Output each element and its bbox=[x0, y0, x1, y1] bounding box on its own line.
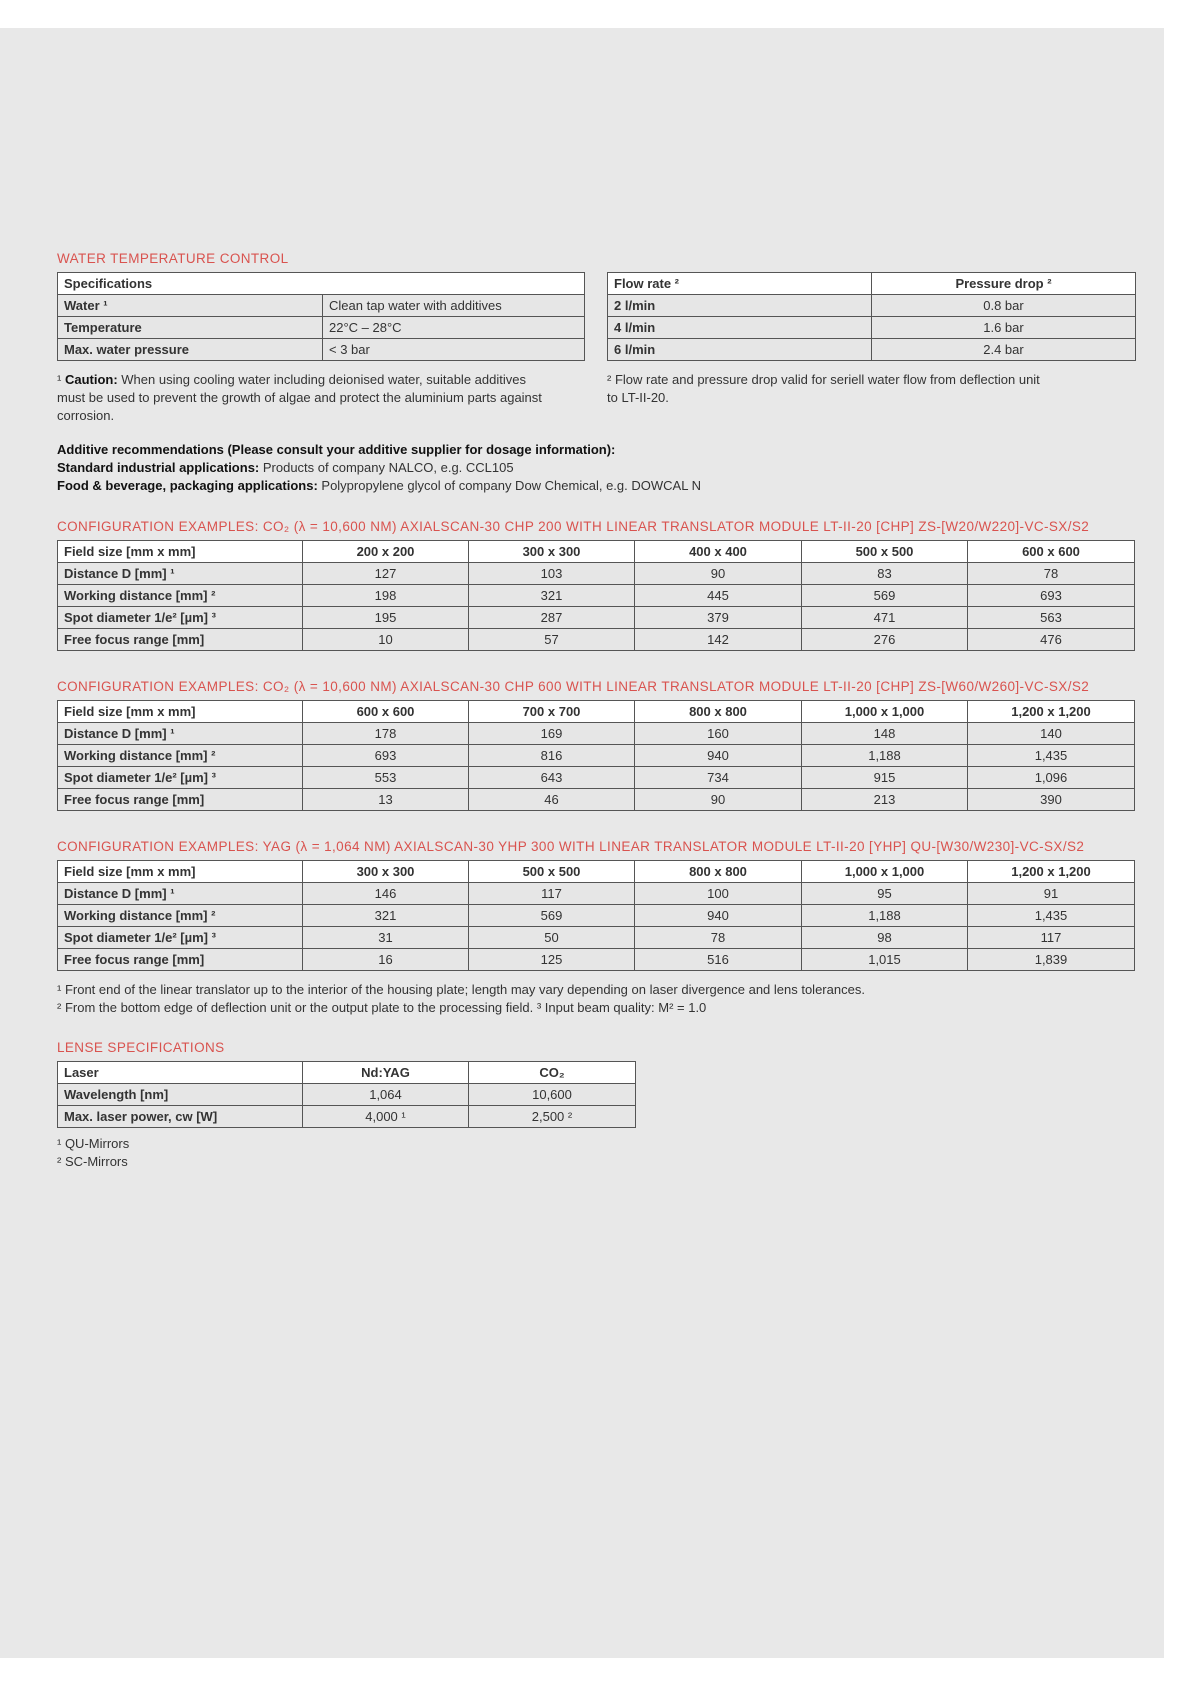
cell-value: 321 bbox=[469, 585, 635, 607]
column-header: 500 x 500 bbox=[802, 541, 968, 563]
cell-value: 13 bbox=[303, 789, 469, 811]
cell-value: 50 bbox=[469, 927, 635, 949]
cell-value: 91 bbox=[968, 883, 1135, 905]
cell-value: 16 bbox=[303, 949, 469, 971]
footnote-marker: ¹ bbox=[57, 372, 65, 387]
column-header: 800 x 800 bbox=[635, 861, 802, 883]
cell-value: 1,435 bbox=[968, 905, 1135, 927]
cell-value: 31 bbox=[303, 927, 469, 949]
cell-value: 390 bbox=[968, 789, 1135, 811]
config-title-2: CONFIGURATION EXAMPLES: CO₂ (λ = 10,600 NM) AXIALSCAN-30 CHP 600 WITH LINEAR TRANSLATOR MODULE LT-II-20 [CHP] ZS-[W60/W260]-VC-SX/S2 bbox=[57, 679, 1090, 694]
cell-value: 95 bbox=[802, 883, 968, 905]
cell-value: 117 bbox=[968, 927, 1135, 949]
column-header: 500 x 500 bbox=[469, 861, 635, 883]
table-row bbox=[58, 317, 585, 339]
column-header: 600 x 600 bbox=[968, 541, 1135, 563]
table-row bbox=[58, 339, 585, 361]
caution-text: must be used to prevent the growth of algae and protect the aluminium parts against bbox=[57, 390, 542, 405]
pressure-drop-header: Pressure drop ² bbox=[872, 273, 1136, 295]
lense-section-title: LENSE SPECIFICATIONS bbox=[57, 1040, 225, 1055]
cell-value: 142 bbox=[635, 629, 802, 651]
table-row bbox=[58, 767, 1135, 789]
row-label: Free focus range [mm] bbox=[58, 789, 303, 811]
cell-value: 569 bbox=[469, 905, 635, 927]
cell-value: 4,000 ¹ bbox=[303, 1106, 469, 1128]
cell-value: 287 bbox=[469, 607, 635, 629]
cell-value: 1,188 bbox=[802, 905, 968, 927]
table-row bbox=[58, 905, 1135, 927]
cell-value: 57 bbox=[469, 629, 635, 651]
table-row bbox=[58, 745, 1135, 767]
column-header: CO₂ bbox=[469, 1062, 636, 1084]
additive-heading: Additive recommendations (Please consult your additive supplier for dosage information): bbox=[57, 442, 616, 457]
cell-value: 98 bbox=[802, 927, 968, 949]
cell-value: 100 bbox=[635, 883, 802, 905]
row-label: Distance D [mm] ¹ bbox=[58, 563, 303, 585]
cell-value: 1,064 bbox=[303, 1084, 469, 1106]
cell-value: 198 bbox=[303, 585, 469, 607]
cell-value: 940 bbox=[635, 905, 802, 927]
cell-value: 915 bbox=[802, 767, 968, 789]
cell-value: 178 bbox=[303, 723, 469, 745]
cell-value: 90 bbox=[635, 789, 802, 811]
table-row bbox=[58, 927, 1135, 949]
table-row bbox=[58, 949, 1135, 971]
standard-text: Products of company NALCO, e.g. CCL105 bbox=[259, 460, 514, 475]
cell-value: 46 bbox=[469, 789, 635, 811]
table-row bbox=[58, 629, 1135, 651]
cell-value: 195 bbox=[303, 607, 469, 629]
cell-value: 1,839 bbox=[968, 949, 1135, 971]
cell-value: 734 bbox=[635, 767, 802, 789]
flow-note-text: ² Flow rate and pressure drop valid for seriell water flow from deflection unit bbox=[607, 372, 1040, 387]
spec-header: Specifications bbox=[58, 273, 585, 295]
row-label: Spot diameter 1/e² [µm] ³ bbox=[58, 607, 303, 629]
additive-recommendations bbox=[57, 441, 1137, 495]
table-row bbox=[58, 607, 1135, 629]
row-label: Wavelength [nm] bbox=[58, 1084, 303, 1106]
caution-note bbox=[57, 371, 597, 425]
cell-value: 103 bbox=[469, 563, 635, 585]
cell-value: 471 bbox=[802, 607, 968, 629]
row-label: 2 l/min bbox=[608, 295, 872, 317]
cell-value: Clean tap water with additives bbox=[323, 295, 585, 317]
cell-value: 553 bbox=[303, 767, 469, 789]
cell-value: 2.4 bar bbox=[872, 339, 1136, 361]
row-label: 6 l/min bbox=[608, 339, 872, 361]
table-row bbox=[58, 1084, 636, 1106]
column-header: Laser bbox=[58, 1062, 303, 1084]
row-label: Spot diameter 1/e² [µm] ³ bbox=[58, 767, 303, 789]
table-row bbox=[58, 585, 1135, 607]
cell-value: 169 bbox=[469, 723, 635, 745]
table-row bbox=[58, 1106, 636, 1128]
row-label: Distance D [mm] ¹ bbox=[58, 723, 303, 745]
caution-label: Caution: bbox=[64, 372, 118, 387]
flow-rate-table bbox=[607, 272, 1136, 361]
config-table-1 bbox=[57, 540, 1135, 651]
row-label: Free focus range [mm] bbox=[58, 949, 303, 971]
column-header: 1,000 x 1,000 bbox=[802, 861, 968, 883]
column-header: 700 x 700 bbox=[469, 701, 635, 723]
flow-note-text: to LT-II-20. bbox=[607, 390, 669, 405]
cell-value: 78 bbox=[968, 563, 1135, 585]
flow-note bbox=[607, 371, 1147, 407]
cell-value: 476 bbox=[968, 629, 1135, 651]
water-spec-table bbox=[57, 272, 585, 361]
config-footnotes bbox=[57, 981, 1137, 1017]
footnote-text: ¹ Front end of the linear translator up to the interior of the housing plate; length may vary depending on laser divergence and lens tolerances. bbox=[57, 982, 865, 997]
cell-value: 569 bbox=[802, 585, 968, 607]
caution-text: corrosion. bbox=[57, 408, 115, 423]
row-label: Max. water pressure bbox=[58, 339, 323, 361]
column-header: 800 x 800 bbox=[635, 701, 802, 723]
footnote-text: ² SC-Mirrors bbox=[57, 1154, 128, 1169]
footnote-text: ¹ QU-Mirrors bbox=[57, 1136, 130, 1151]
column-header: Nd:YAG bbox=[303, 1062, 469, 1084]
food-label: Food & beverage, packaging applications: bbox=[57, 478, 318, 493]
water-section-title: WATER TEMPERATURE CONTROL bbox=[57, 251, 289, 266]
table-row bbox=[58, 789, 1135, 811]
row-label: Distance D [mm] ¹ bbox=[58, 883, 303, 905]
table-row bbox=[58, 883, 1135, 905]
row-label: Working distance [mm] ² bbox=[58, 585, 303, 607]
cell-value: 83 bbox=[802, 563, 968, 585]
caution-text: When using cooling water including deionised water, suitable additives bbox=[117, 372, 526, 387]
cell-value: 0.8 bar bbox=[872, 295, 1136, 317]
cell-value: 140 bbox=[968, 723, 1135, 745]
cell-value: 276 bbox=[802, 629, 968, 651]
column-header: Field size [mm x mm] bbox=[58, 541, 303, 563]
standard-label: Standard industrial applications: bbox=[57, 460, 260, 475]
cell-value: 563 bbox=[968, 607, 1135, 629]
cell-value: 1,435 bbox=[968, 745, 1135, 767]
row-label: 4 l/min bbox=[608, 317, 872, 339]
table-row bbox=[608, 317, 1136, 339]
column-header: 600 x 600 bbox=[303, 701, 469, 723]
column-header: 300 x 300 bbox=[469, 541, 635, 563]
config-table-2 bbox=[57, 700, 1135, 811]
config-title-3: CONFIGURATION EXAMPLES: YAG (λ = 1,064 NM) AXIALSCAN-30 YHP 300 WITH LINEAR TRANSLATOR MODULE LT-II-20 [YHP] QU-[W30/W230]-VC-SX/S2 bbox=[57, 839, 1085, 854]
row-label: Max. laser power, cw [W] bbox=[58, 1106, 303, 1128]
cell-value: 516 bbox=[635, 949, 802, 971]
lense-footnotes bbox=[57, 1135, 457, 1171]
lense-table bbox=[57, 1061, 636, 1128]
cell-value: 148 bbox=[802, 723, 968, 745]
column-header: 300 x 300 bbox=[303, 861, 469, 883]
cell-value: 125 bbox=[469, 949, 635, 971]
cell-value: 213 bbox=[802, 789, 968, 811]
column-header: Field size [mm x mm] bbox=[58, 861, 303, 883]
cell-value: 1,188 bbox=[802, 745, 968, 767]
row-label: Water ¹ bbox=[58, 295, 323, 317]
table-row bbox=[58, 295, 585, 317]
cell-value: 693 bbox=[303, 745, 469, 767]
cell-value: 90 bbox=[635, 563, 802, 585]
cell-value: 22°C – 28°C bbox=[323, 317, 585, 339]
row-label: Temperature bbox=[58, 317, 323, 339]
cell-value: < 3 bar bbox=[323, 339, 585, 361]
row-label: Free focus range [mm] bbox=[58, 629, 303, 651]
table-row bbox=[608, 295, 1136, 317]
cell-value: 940 bbox=[635, 745, 802, 767]
cell-value: 1.6 bar bbox=[872, 317, 1136, 339]
cell-value: 379 bbox=[635, 607, 802, 629]
cell-value: 321 bbox=[303, 905, 469, 927]
footnote-text: ² From the bottom edge of deflection unit or the output plate to the processing field. ³ Input beam quality: M² = 1.0 bbox=[57, 1000, 707, 1015]
row-label: Spot diameter 1/e² [µm] ³ bbox=[58, 927, 303, 949]
cell-value: 10 bbox=[303, 629, 469, 651]
config-title-1: CONFIGURATION EXAMPLES: CO₂ (λ = 10,600 NM) AXIALSCAN-30 CHP 200 WITH LINEAR TRANSLATOR MODULE LT-II-20 [CHP] ZS-[W20/W220]-VC-SX/S2 bbox=[57, 519, 1090, 534]
table-row bbox=[58, 723, 1135, 745]
table-row bbox=[608, 339, 1136, 361]
row-label: Working distance [mm] ² bbox=[58, 745, 303, 767]
cell-value: 693 bbox=[968, 585, 1135, 607]
cell-value: 127 bbox=[303, 563, 469, 585]
table-row bbox=[58, 563, 1135, 585]
cell-value: 10,600 bbox=[469, 1084, 636, 1106]
column-header: 400 x 400 bbox=[635, 541, 802, 563]
cell-value: 78 bbox=[635, 927, 802, 949]
cell-value: 146 bbox=[303, 883, 469, 905]
food-text: Polypropylene glycol of company Dow Chemical, e.g. DOWCAL N bbox=[317, 478, 701, 493]
flow-rate-header: Flow rate ² bbox=[608, 273, 872, 295]
column-header: 1,200 x 1,200 bbox=[968, 701, 1135, 723]
row-label: Working distance [mm] ² bbox=[58, 905, 303, 927]
column-header: Field size [mm x mm] bbox=[58, 701, 303, 723]
cell-value: 117 bbox=[469, 883, 635, 905]
column-header: 1,200 x 1,200 bbox=[968, 861, 1135, 883]
cell-value: 1,015 bbox=[802, 949, 968, 971]
cell-value: 160 bbox=[635, 723, 802, 745]
cell-value: 2,500 ² bbox=[469, 1106, 636, 1128]
cell-value: 816 bbox=[469, 745, 635, 767]
column-header: 200 x 200 bbox=[303, 541, 469, 563]
column-header: 1,000 x 1,000 bbox=[802, 701, 968, 723]
cell-value: 643 bbox=[469, 767, 635, 789]
cell-value: 1,096 bbox=[968, 767, 1135, 789]
cell-value: 445 bbox=[635, 585, 802, 607]
config-table-3 bbox=[57, 860, 1135, 971]
